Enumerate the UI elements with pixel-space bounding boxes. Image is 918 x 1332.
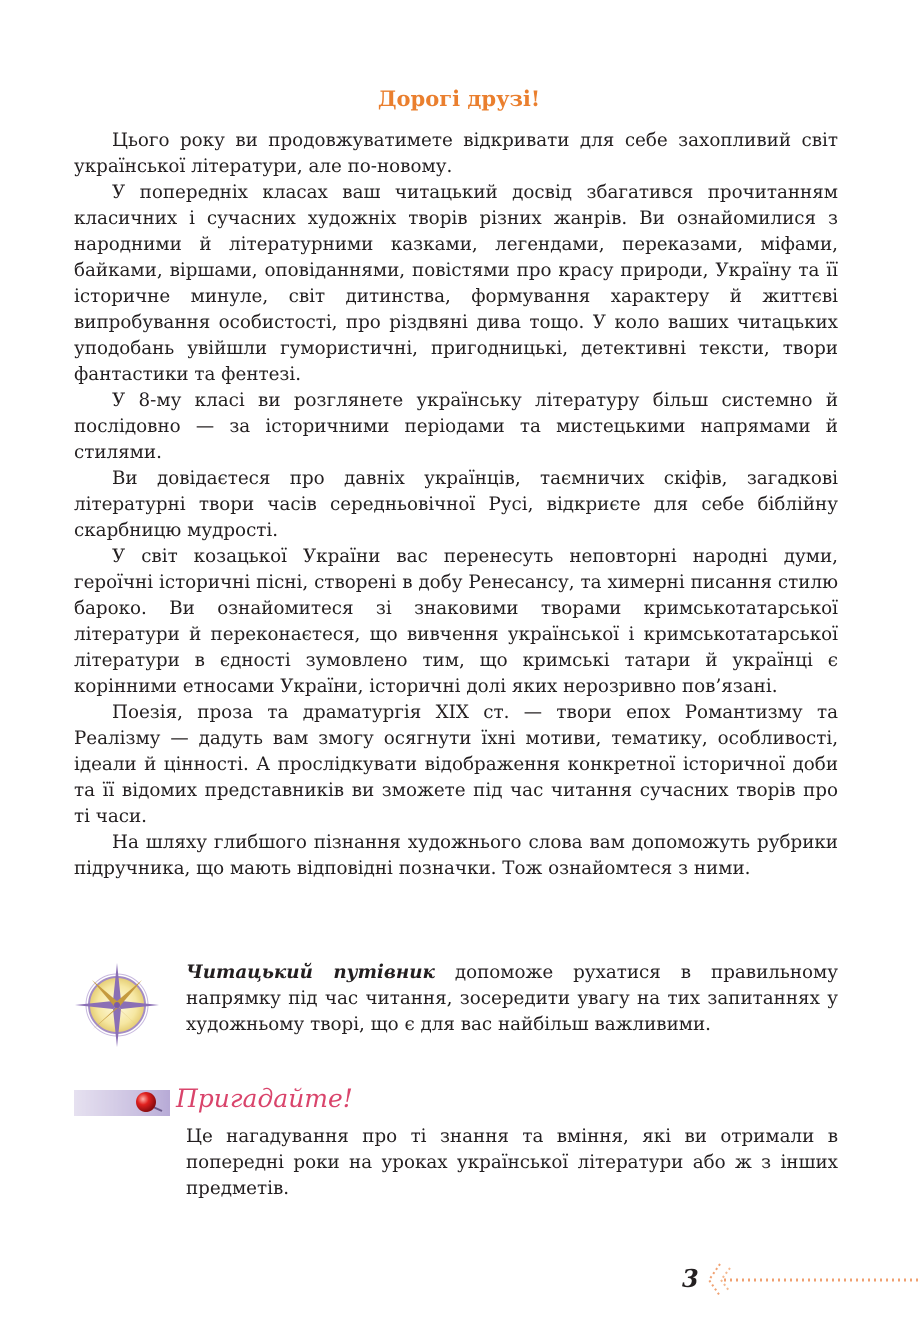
compass-rose-icon (72, 960, 162, 1050)
remember-heading: Пригадайте! (176, 1084, 353, 1113)
remember-text: Це нагадування про ті знання та вміння, які ви отримали в попередні роки на уроках української літератури або ж з інших предметів. (186, 1126, 838, 1199)
guide-description (186, 960, 838, 1038)
intro-text (74, 128, 838, 882)
guide-term: Читацький путівник (186, 962, 435, 983)
guide-text: допоможе рухатися в правильному напрямку під час читання, зосередити увагу на тих запитаннях у художньому творі, що є для вас найбільш важливими. (186, 962, 839, 1035)
red-pin-icon (133, 1089, 163, 1119)
paragraph: Ви довідаєтеся про давніх українців, таємничих скіфів, загадкові літературні твори часів середньовічної Русі, відкриєте для себе біблійну скарбницю мудрості. (74, 468, 838, 541)
page-title: Дорогі друзі! (377, 86, 541, 111)
paragraph: Цього року ви продовжуватимете відкривати для себе захопливий світ української літератури, але по-новому. (74, 130, 838, 177)
paragraph: На шляху глибшого пізнання художнього слова вам допоможуть рубрики підручника, що мають відповідні позначки. Тож ознайомтеся з ними. (74, 832, 838, 879)
paragraph: У попередніх класах ваш читацький досвід збагатився прочитанням класичних і сучасних художніх творів різних жанрів. Ви ознайомилися з народними й літературними казками, легендами, переказами, міфами, байками, віршами, оповіданнями, повістями про красу природи, Україну та її історичне минуле, світ дитинства, формування характеру й життєві випробування особистості, про різдвяні дива тощо. У коло ваших читацьких уподобань увійшли гумористичні, пригодницькі, детективні тексти, твори фантастики та фентезі. (74, 182, 838, 385)
paragraph: У 8-му класі ви розглянете українську літературу більш системно й послідовно — за історичними періодами та мистецькими напрямами й стилями. (74, 390, 838, 463)
dotted-arrow-icon (706, 1258, 918, 1302)
page-number: 3 (682, 1264, 699, 1293)
paragraph: У світ козацької України вас перенесуть неповторні народні думи, героїчні історичні пісні, створені в добу Ренесансу, та химерні писання стилю бароко. Ви ознайомитеся зі знаковими творами кримськотатарської літератури й переконаєтеся, що вивчення української і кримськотатарської літератури в єдності зумовлено тим, що кримські татари й українці є корінними етносами України, історичні долі яких нерозривно пов’язані. (74, 546, 838, 697)
paragraph: Поезія, проза та драматургія ХІХ ст. — твори епох Романтизму та Реалізму — дадуть вам змогу осягнути їхні мотиви, тематику, особливості, ідеали й цінності. А прослідкувати відображення конкретної історичної доби та її відомих представників ви зможете під час читання сучасних творів про ті часи. (74, 702, 838, 827)
